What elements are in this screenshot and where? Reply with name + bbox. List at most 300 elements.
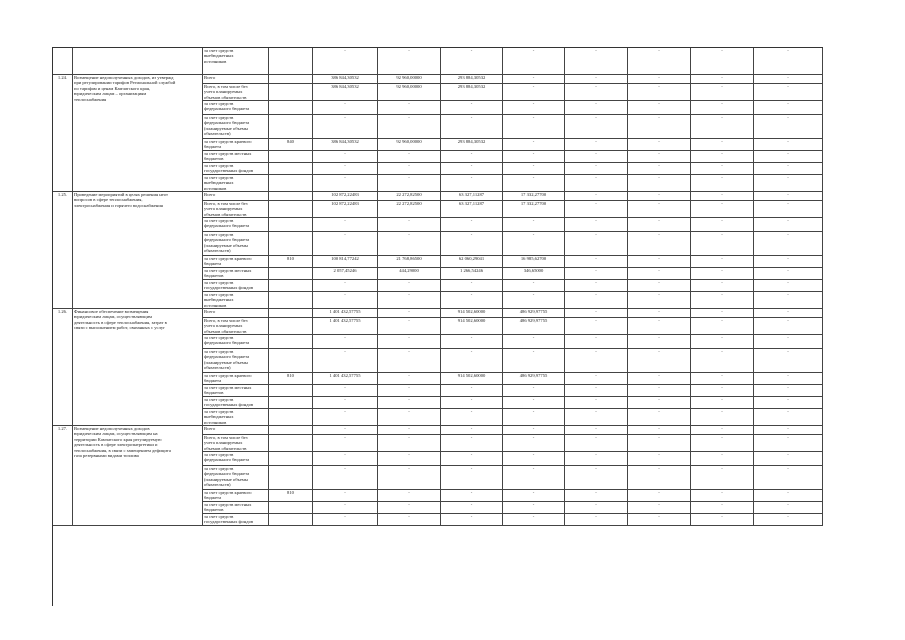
funding-source-label: Всего, в том числе без учета планируемых объемов обязательств xyxy=(203,435,269,451)
budget-code-cell xyxy=(269,397,313,408)
budget-table xyxy=(52,47,823,606)
amount-cell: - xyxy=(754,335,823,348)
amount-cell: - xyxy=(691,75,754,83)
measure-title: Финансовое обеспечение возмещения юридическим лицам, осуществляющим деятельность в сфере теплоснабжения, затрат в связи с выполнением работ, связанных с услуг xyxy=(73,309,203,426)
funding-source-label: за счет средств местных бюджетов xyxy=(203,502,269,513)
amount-cell: - xyxy=(628,397,691,408)
amount-cell: - xyxy=(441,151,503,162)
funding-source-label: за счет средств краевого бюджета xyxy=(203,139,269,150)
amount-cell: - xyxy=(691,502,754,513)
measure-number: 1.26. xyxy=(53,309,73,426)
amount-cell: 486 929,97755 xyxy=(503,318,565,334)
amount-cell: - xyxy=(691,163,754,174)
amount-cell: - xyxy=(441,292,503,308)
funding-source-label: Всего, в том числе без учета планируемых объемов обязательств xyxy=(203,201,269,217)
funding-source-label: за счет средств местных бюджетов xyxy=(203,385,269,396)
amount-cell: 914 502,60000 xyxy=(441,373,503,384)
amount-cell: - xyxy=(565,75,628,83)
amount-cell: - xyxy=(691,318,754,334)
amount-cell: - xyxy=(754,268,823,279)
amount-cell: - xyxy=(441,218,503,231)
amount-cell: - xyxy=(628,502,691,513)
amount-cell: - xyxy=(628,218,691,231)
amount-cell: - xyxy=(565,502,628,513)
amount-cell: - xyxy=(628,75,691,83)
funding-source-label: за счет средств местных бюджетов xyxy=(203,268,269,279)
amount-cell: - xyxy=(565,256,628,267)
amount-cell: - xyxy=(503,349,565,372)
amount-cell: 293 884,30532 xyxy=(441,75,503,83)
funding-source-label: за счет средств внебюджетных источников xyxy=(203,175,269,191)
funding-source-label: за счет средств федерального бюджета xyxy=(203,218,269,231)
amount-cell: - xyxy=(754,426,823,434)
budget-code-cell xyxy=(269,502,313,513)
amount-cell: - xyxy=(754,280,823,291)
amount-cell: - xyxy=(628,514,691,525)
amount-cell: - xyxy=(503,151,565,162)
amount-cell: - xyxy=(378,163,441,174)
amount-cell: - xyxy=(441,385,503,396)
amount-cell: - xyxy=(691,452,754,465)
amount-cell: - xyxy=(691,175,754,191)
amount-cell: 2 057,45246 xyxy=(313,268,378,279)
amount-cell: - xyxy=(378,318,441,334)
budget-code-cell xyxy=(269,151,313,162)
budget-code-cell: 810 xyxy=(269,373,313,384)
amount-cell: - xyxy=(503,75,565,83)
amount-cell: 486 929,97755 xyxy=(503,309,565,317)
amount-cell: 16 985,62700 xyxy=(503,256,565,267)
amount-cell: - xyxy=(441,466,503,489)
amount-cell: - xyxy=(441,349,503,372)
budget-code-cell xyxy=(269,426,313,434)
funding-source-label: за счет средств федерального бюджета (планируемые объемы обязательств) xyxy=(203,349,269,372)
amount-cell: - xyxy=(378,151,441,162)
amount-cell: 102 872,22483 xyxy=(313,192,378,200)
budget-code-cell xyxy=(269,48,313,74)
amount-cell: - xyxy=(313,218,378,231)
amount-cell: - xyxy=(565,514,628,525)
amount-cell: 92 960,00000 xyxy=(378,84,441,100)
amount-cell: - xyxy=(503,426,565,434)
amount-cell: - xyxy=(691,435,754,451)
amount-cell: - xyxy=(565,163,628,174)
budget-code-cell xyxy=(269,192,313,200)
amount-cell: 17 332,27700 xyxy=(503,192,565,200)
amount-cell: - xyxy=(754,466,823,489)
amount-cell: - xyxy=(378,490,441,501)
amount-cell: 386 844,30532 xyxy=(313,139,378,150)
amount-cell: - xyxy=(565,218,628,231)
amount-cell: 63 327,11287 xyxy=(441,201,503,217)
amount-cell: - xyxy=(628,349,691,372)
measure-number: 1.24. xyxy=(53,75,73,192)
amount-cell: - xyxy=(378,373,441,384)
funding-source-label: за счет средств федерального бюджета (планируемые объемы обязательств) xyxy=(203,115,269,138)
amount-cell: - xyxy=(754,201,823,217)
budget-code-cell xyxy=(269,218,313,231)
budget-code-cell xyxy=(269,163,313,174)
amount-cell: - xyxy=(691,466,754,489)
amount-cell: - xyxy=(628,435,691,451)
amount-cell: - xyxy=(628,84,691,100)
amount-cell: - xyxy=(503,280,565,291)
amount-cell: - xyxy=(378,48,441,74)
amount-cell: - xyxy=(503,452,565,465)
budget-code-cell xyxy=(269,452,313,465)
amount-cell: 1 401 432,57755 xyxy=(313,318,378,334)
amount-cell: - xyxy=(441,490,503,501)
measure-number: 1.25. xyxy=(53,192,73,309)
amount-cell: - xyxy=(628,335,691,348)
funding-source-label: Всего xyxy=(203,75,269,83)
amount-cell: - xyxy=(565,309,628,317)
amount-cell: - xyxy=(565,139,628,150)
funding-source-label: за счет средств внебюджетных источников xyxy=(203,292,269,308)
amount-cell: - xyxy=(378,466,441,489)
amount-cell: - xyxy=(754,218,823,231)
amount-cell: - xyxy=(691,514,754,525)
amount-cell: - xyxy=(754,163,823,174)
amount-cell: - xyxy=(378,385,441,396)
amount-cell: - xyxy=(628,466,691,489)
funding-source-label: Всего, в том числе без учета планируемых объемов обязательств xyxy=(203,318,269,334)
amount-cell: - xyxy=(503,335,565,348)
budget-code-cell xyxy=(269,318,313,334)
amount-cell: - xyxy=(565,232,628,255)
amount-cell: - xyxy=(441,232,503,255)
amount-cell: - xyxy=(378,435,441,451)
amount-cell: - xyxy=(503,48,565,74)
amount-cell: - xyxy=(313,435,378,451)
amount-cell: - xyxy=(691,115,754,138)
amount-cell: - xyxy=(691,139,754,150)
amount-cell: - xyxy=(565,349,628,372)
amount-cell: - xyxy=(754,514,823,525)
amount-cell: - xyxy=(691,349,754,372)
amount-cell: - xyxy=(565,409,628,425)
amount-cell: - xyxy=(441,175,503,191)
amount-cell: - xyxy=(628,373,691,384)
amount-cell: - xyxy=(313,502,378,513)
budget-code-cell xyxy=(269,385,313,396)
amount-cell: - xyxy=(565,201,628,217)
amount-cell: - xyxy=(754,256,823,267)
amount-cell: - xyxy=(565,175,628,191)
funding-source-label: Всего xyxy=(203,426,269,434)
amount-cell: - xyxy=(628,292,691,308)
amount-cell: - xyxy=(754,151,823,162)
amount-cell: - xyxy=(628,192,691,200)
amount-cell: - xyxy=(378,397,441,408)
amount-cell: 486 929,97755 xyxy=(503,373,565,384)
funding-source-label: за счет средств краевого бюджета xyxy=(203,373,269,384)
budget-code-cell xyxy=(269,201,313,217)
amount-cell: - xyxy=(754,175,823,191)
amount-cell: - xyxy=(441,397,503,408)
amount-cell: - xyxy=(691,280,754,291)
amount-cell: - xyxy=(503,84,565,100)
amount-cell: - xyxy=(565,373,628,384)
amount-cell: - xyxy=(628,318,691,334)
amount-cell: - xyxy=(441,426,503,434)
amount-cell: - xyxy=(628,175,691,191)
budget-code-cell xyxy=(269,466,313,489)
amount-cell: - xyxy=(378,426,441,434)
funding-source-label: за счет средств краевого бюджета xyxy=(203,490,269,501)
amount-cell: - xyxy=(691,309,754,317)
budget-code-cell xyxy=(269,292,313,308)
funding-source-label: за счет средств федерального бюджета xyxy=(203,452,269,465)
budget-code-cell xyxy=(269,280,313,291)
amount-cell: 100 814,77242 xyxy=(313,256,378,267)
amount-cell: - xyxy=(565,490,628,501)
amount-cell: - xyxy=(565,151,628,162)
amount-cell: - xyxy=(441,502,503,513)
amount-cell: - xyxy=(628,201,691,217)
amount-cell: - xyxy=(628,115,691,138)
amount-cell: - xyxy=(754,139,823,150)
amount-cell: - xyxy=(378,514,441,525)
amount-cell: - xyxy=(754,101,823,114)
amount-cell: - xyxy=(754,309,823,317)
amount-cell: - xyxy=(691,151,754,162)
amount-cell: - xyxy=(441,48,503,74)
amount-cell: - xyxy=(565,452,628,465)
funding-source-label: за счет средств внебюджетных источников xyxy=(203,409,269,425)
amount-cell: - xyxy=(313,514,378,525)
amount-cell: - xyxy=(691,335,754,348)
amount-cell: - xyxy=(691,490,754,501)
amount-cell: - xyxy=(628,385,691,396)
amount-cell: 914 502,60000 xyxy=(441,318,503,334)
amount-cell: - xyxy=(628,309,691,317)
amount-cell: - xyxy=(313,48,378,74)
amount-cell: - xyxy=(565,280,628,291)
amount-cell: 63 327,11287 xyxy=(441,192,503,200)
amount-cell: - xyxy=(691,101,754,114)
amount-cell: - xyxy=(565,101,628,114)
amount-cell: - xyxy=(503,490,565,501)
amount-cell: - xyxy=(378,101,441,114)
amount-cell: - xyxy=(691,201,754,217)
amount-cell: - xyxy=(565,385,628,396)
amount-cell: - xyxy=(691,385,754,396)
amount-cell: - xyxy=(565,466,628,489)
amount-cell: - xyxy=(313,163,378,174)
amount-cell: 386 844,30532 xyxy=(313,75,378,83)
amount-cell: - xyxy=(313,349,378,372)
amount-cell: - xyxy=(313,409,378,425)
amount-cell: - xyxy=(754,48,823,74)
amount-cell: - xyxy=(565,268,628,279)
measure-title: Возмещение недополученных доходов юридическим лицам, осуществляющим на территории Камчатского края регулируемую деятельность в сфере электроэнергетики и теплоснабжения, в связи с замещением дефицита газа резервными видами топлива xyxy=(73,426,203,526)
amount-cell: - xyxy=(754,452,823,465)
amount-cell: - xyxy=(628,268,691,279)
amount-cell: - xyxy=(503,115,565,138)
amount-cell: - xyxy=(565,426,628,434)
amount-cell: 102 872,22483 xyxy=(313,201,378,217)
amount-cell: - xyxy=(378,349,441,372)
amount-cell: - xyxy=(754,397,823,408)
amount-cell: 914 502,60000 xyxy=(441,309,503,317)
amount-cell: - xyxy=(754,373,823,384)
amount-cell: - xyxy=(628,280,691,291)
amount-cell: - xyxy=(628,232,691,255)
amount-cell: - xyxy=(313,115,378,138)
budget-code-cell xyxy=(269,435,313,451)
funding-source-label: за счет средств государственных фондов xyxy=(203,397,269,408)
amount-cell: - xyxy=(628,101,691,114)
amount-cell: - xyxy=(754,192,823,200)
amount-cell: - xyxy=(313,175,378,191)
amount-cell: - xyxy=(441,435,503,451)
amount-cell: - xyxy=(313,151,378,162)
amount-cell: - xyxy=(754,318,823,334)
amount-cell: - xyxy=(691,268,754,279)
amount-cell: - xyxy=(378,409,441,425)
amount-cell: - xyxy=(503,502,565,513)
amount-cell: - xyxy=(378,115,441,138)
amount-cell: - xyxy=(503,385,565,396)
amount-cell: - xyxy=(313,452,378,465)
amount-cell: - xyxy=(503,218,565,231)
budget-code-cell: 840 xyxy=(269,139,313,150)
amount-cell: - xyxy=(503,409,565,425)
amount-cell: - xyxy=(503,232,565,255)
amount-cell: - xyxy=(313,292,378,308)
amount-cell: - xyxy=(313,490,378,501)
amount-cell: - xyxy=(754,435,823,451)
amount-cell: 386 844,30532 xyxy=(313,84,378,100)
funding-source-label: за счет средств краевого бюджета xyxy=(203,256,269,267)
amount-cell: - xyxy=(754,409,823,425)
amount-cell: - xyxy=(754,292,823,308)
amount-cell: - xyxy=(565,292,628,308)
amount-cell: - xyxy=(565,335,628,348)
amount-cell: - xyxy=(691,373,754,384)
amount-cell: 444,29000 xyxy=(378,268,441,279)
amount-cell: - xyxy=(378,335,441,348)
funding-source-label: за счет средств федерального бюджета xyxy=(203,101,269,114)
funding-source-label: Всего xyxy=(203,192,269,200)
measure-title-cell xyxy=(73,48,203,74)
amount-cell: - xyxy=(441,409,503,425)
amount-cell: - xyxy=(565,115,628,138)
amount-cell: 1 401 432,57755 xyxy=(313,373,378,384)
amount-cell: - xyxy=(628,426,691,434)
amount-cell: - xyxy=(691,218,754,231)
budget-code-cell xyxy=(269,115,313,138)
amount-cell: - xyxy=(313,385,378,396)
funding-source-label: за счет средств государственных фондов xyxy=(203,280,269,291)
amount-cell: - xyxy=(565,318,628,334)
budget-code-cell xyxy=(269,75,313,83)
amount-cell: - xyxy=(754,232,823,255)
amount-cell: - xyxy=(503,101,565,114)
measure-title: Возмещение недополученных доходов, из утвержд при регулировании тарифов Региональной службой по тарифам и ценам Камчатского края, юридическим лицам – организациям теплоснабжения xyxy=(73,75,203,192)
budget-code-cell: 810 xyxy=(269,256,313,267)
amount-cell: - xyxy=(313,232,378,255)
table-row xyxy=(53,48,823,75)
amount-cell: - xyxy=(691,84,754,100)
amount-cell: 293 884,30532 xyxy=(441,84,503,100)
amount-cell: - xyxy=(691,292,754,308)
amount-cell: - xyxy=(565,435,628,451)
budget-code-cell xyxy=(269,349,313,372)
funding-source-label: за счет средств государственных фондов xyxy=(203,163,269,174)
amount-cell: - xyxy=(754,349,823,372)
budget-code-cell xyxy=(269,232,313,255)
amount-cell: - xyxy=(441,452,503,465)
funding-source-label: за счет средств внебюджетных источников xyxy=(203,48,269,74)
amount-cell: - xyxy=(691,192,754,200)
amount-cell: - xyxy=(628,256,691,267)
amount-cell: - xyxy=(378,175,441,191)
measure-number: 1.27. xyxy=(53,426,73,526)
amount-cell: - xyxy=(628,48,691,74)
amount-cell: - xyxy=(378,232,441,255)
budget-code-cell xyxy=(269,309,313,317)
amount-cell: - xyxy=(378,280,441,291)
amount-cell: - xyxy=(754,75,823,83)
amount-cell: - xyxy=(565,48,628,74)
amount-cell: - xyxy=(691,48,754,74)
amount-cell: - xyxy=(313,466,378,489)
amount-cell: - xyxy=(628,163,691,174)
amount-cell: 92 960,00000 xyxy=(378,139,441,150)
funding-source-label: за счет средств федерального бюджета xyxy=(203,335,269,348)
amount-cell: - xyxy=(628,490,691,501)
amount-cell: - xyxy=(503,163,565,174)
amount-cell: - xyxy=(441,101,503,114)
amount-cell: 346,65000 xyxy=(503,268,565,279)
amount-cell: - xyxy=(313,335,378,348)
measure-title: Проведение мероприятий в целях решения неот вопросов в сфере теплоснабжения, электроснабжения и горячего водоснабжения xyxy=(73,192,203,309)
amount-cell: - xyxy=(378,218,441,231)
amount-cell: - xyxy=(503,514,565,525)
funding-source-label: за счет средств государственных фондов xyxy=(203,514,269,525)
amount-cell: - xyxy=(503,397,565,408)
amount-cell: - xyxy=(378,452,441,465)
amount-cell: - xyxy=(691,409,754,425)
amount-cell: - xyxy=(565,192,628,200)
amount-cell: - xyxy=(378,292,441,308)
amount-cell: - xyxy=(503,175,565,191)
amount-cell: - xyxy=(628,139,691,150)
amount-cell: - xyxy=(754,84,823,100)
funding-source-label: Всего, в том числе без учета планируемых объемов обязательств xyxy=(203,84,269,100)
funding-source-label: за счет средств федерального бюджета (планируемые объемы обязательств) xyxy=(203,466,269,489)
amount-cell: 92 960,00000 xyxy=(378,75,441,83)
budget-code-cell xyxy=(269,409,313,425)
amount-cell: - xyxy=(628,452,691,465)
amount-cell: - xyxy=(503,466,565,489)
amount-cell: - xyxy=(691,426,754,434)
budget-code-cell: 810 xyxy=(269,490,313,501)
amount-cell: - xyxy=(441,335,503,348)
amount-cell: - xyxy=(503,435,565,451)
amount-cell: - xyxy=(441,163,503,174)
budget-code-cell xyxy=(269,84,313,100)
amount-cell: - xyxy=(313,280,378,291)
funding-source-label: за счет средств федерального бюджета (планируемые объемы обязательств) xyxy=(203,232,269,255)
budget-code-cell xyxy=(269,268,313,279)
funding-source-label: Всего xyxy=(203,309,269,317)
amount-cell: - xyxy=(313,101,378,114)
budget-code-cell xyxy=(269,514,313,525)
amount-cell: - xyxy=(754,502,823,513)
